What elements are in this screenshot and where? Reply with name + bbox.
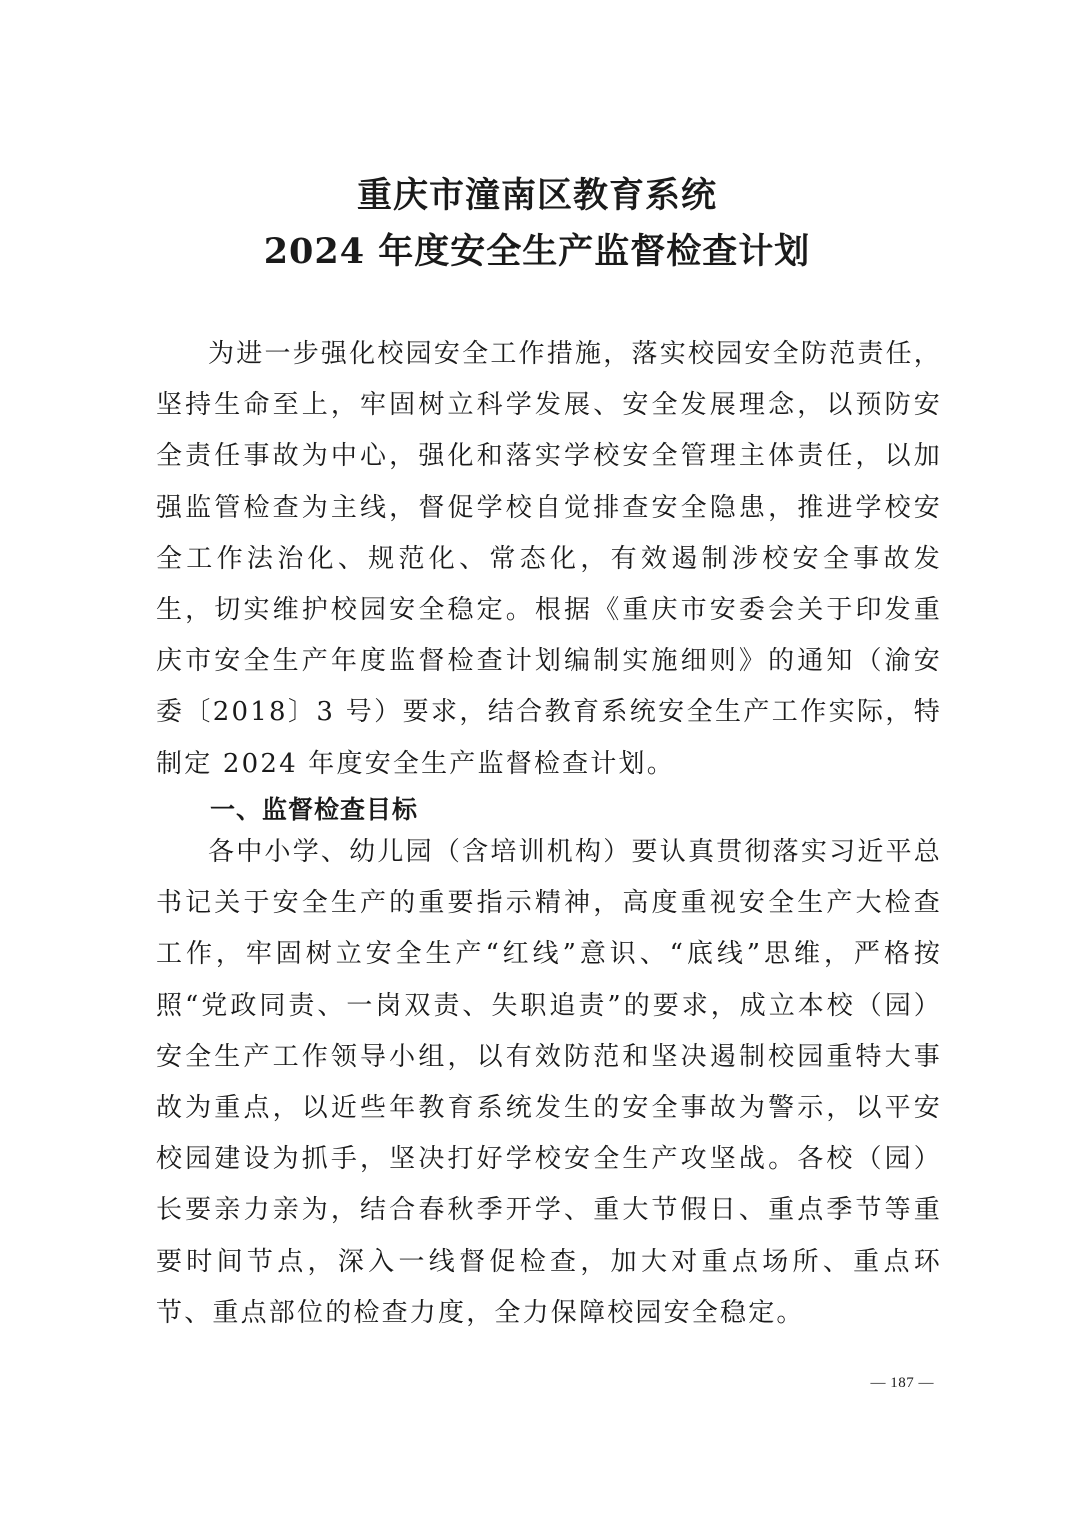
document-title-line2: 2024 年度安全生产监督检查计划 xyxy=(263,231,811,272)
page-number: — 187 — xyxy=(870,1375,934,1391)
section-heading: 一、监督检查目标 xyxy=(210,795,419,824)
intro-paragraph: 为进一步强化校园安全工作措施，落实校园安全防范责任，坚持生命至上，牢固树立科学发展、安全发展理念，以预防安全责任事故为中心，强化和落实学校安全管理主体责任，以加强监管检查为主线，督促学校自觉排查安全隐患，推进学校安全工作法治化、规范化、常态化，有效遏制涉校安全事故发生，切实维护校园安全稳定。根据《重庆市安委会关于印发重庆市安全生产年度监督检查计划编制实施细则》的通知（渝安委〔2018〕3 号）要求，结合教育系统安全生产工作实际，特制定 2024 年度安全生产监督检查计划。 xyxy=(156,339,942,779)
section-paragraph: 各中小学、幼儿园（含培训机构）要认真贯彻落实习近平总书记关于安全生产的重要指示精神，高度重视安全生产大检查工作，牢固树立安全生产“红线”意识、“底线”思维，严格按照“党政同责、一岗双责、失职追责”的要求，成立本校（园）安全生产工作领导小组，以有效防范和坚决遏制校园重特大事故为重点，以近些年教育系统发生的安全事故为警示，以平安校园建设为抓手，坚决打好学校安全生产攻坚战。各校（园）长要亲力亲为，结合春秋季开学、重大节假日、重点季节等重要时间节点，深入一线督促检查，加大对重点场所、重点环节、重点部位的检查力度，全力保障校园安全稳定。 xyxy=(156,837,942,1328)
document-title-line1: 重庆市潼南区教育系统 xyxy=(356,175,717,216)
